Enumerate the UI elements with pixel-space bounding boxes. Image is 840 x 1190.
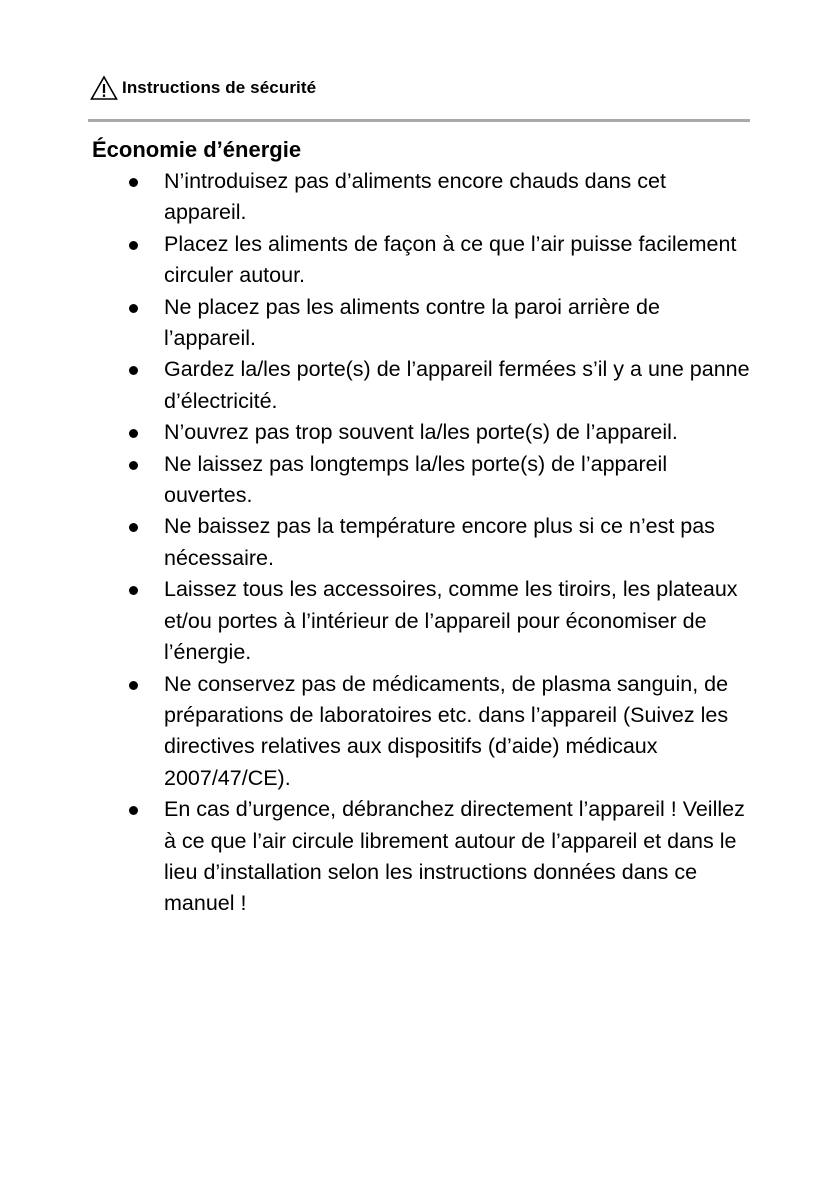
page-header (90, 74, 316, 102)
list-item-text: N’introduisez pas d’aliments encore chauds dans cet appareil. (164, 169, 666, 225)
bullet-icon (129, 366, 138, 375)
bullet-icon (129, 304, 138, 313)
list-item-text: Gardez la/les porte(s) de l’appareil fermées s’il y a une panne d’électricité. (164, 357, 750, 413)
list-item (124, 794, 754, 920)
list-item-text: Ne baissez pas la température encore plus si ce n’est pas nécessaire. (164, 514, 715, 570)
list-item (124, 354, 754, 417)
warning-triangle-icon (90, 75, 118, 101)
list-item-text: Laissez tous les accessoires, comme les tiroirs, les plateaux et/ou portes à l’intérieur de l’appareil pour économiser de l’énergie. (164, 577, 738, 665)
list-item (124, 417, 754, 448)
bullet-icon (129, 523, 138, 532)
list-item (124, 229, 754, 292)
list-item-text: Ne conservez pas de médicaments, de plasma sanguin, de préparations de laboratoires etc. dans l’appareil (Suivez les directives relatives aux dispositifs (d’aide) médicaux 2007/47/CE). (164, 671, 729, 790)
bullet-icon (129, 586, 138, 595)
list-item-text: Ne laissez pas longtemps la/les porte(s) de l’appareil ouvertes. (164, 451, 668, 508)
bullet-icon (129, 178, 138, 187)
list-item (124, 669, 754, 795)
header-title: Instructions de sécurité (122, 78, 317, 97)
list-item-text: Ne placez pas les aliments contre la paroi arrière de l’appareil. (164, 294, 660, 351)
bullet-icon (129, 806, 138, 815)
section-title: Économie d’énergie (92, 137, 302, 162)
list-item-text: Placez les aliments de façon à ce que l’air puisse facilement circuler autour. (164, 231, 737, 288)
bullet-icon (129, 241, 138, 250)
list-item-text: N’ouvrez pas trop souvent la/les porte(s) de l’appareil. (164, 420, 678, 445)
header-divider (88, 119, 750, 122)
list-item-text: En cas d’urgence, débranchez directement l’appareil ! Veillez à ce que l’air circule librement autour de l’appareil et dans le lieu d’installation selon les instructions données dans ce manuel ! (164, 797, 745, 916)
list-item (124, 292, 754, 355)
bullet-icon (129, 681, 138, 690)
list-item (124, 449, 754, 512)
list-item (124, 166, 754, 229)
bullet-icon (129, 429, 138, 438)
energy-saving-list (124, 166, 754, 920)
list-item (124, 511, 754, 574)
bullet-icon (129, 461, 138, 470)
list-item (124, 574, 754, 668)
